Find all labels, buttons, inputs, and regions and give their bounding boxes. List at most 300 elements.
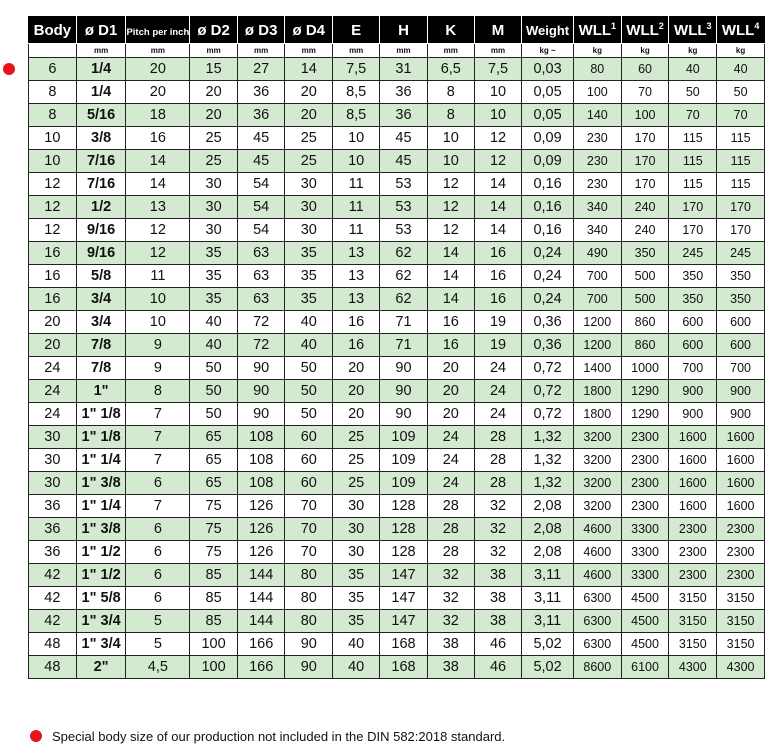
table-cell: 16 [474, 288, 521, 311]
table-cell: 0,05 [522, 81, 574, 104]
table-cell: 36 [380, 104, 427, 127]
table-cell: 1200 [573, 311, 621, 334]
table-cell: 53 [380, 196, 427, 219]
unit-cell: kg [717, 44, 765, 58]
table-cell: 45 [380, 127, 427, 150]
table-row [29, 541, 765, 564]
table-cell: 10 [126, 311, 190, 334]
table-cell: 35 [285, 288, 333, 311]
table-cell: 14 [427, 242, 474, 265]
table-cell: 71 [380, 334, 427, 357]
table-cell: 170 [621, 173, 669, 196]
table-cell: 1290 [621, 403, 669, 426]
unit-cell: mm [380, 44, 427, 58]
table-cell: 600 [717, 311, 765, 334]
table-cell: 170 [669, 196, 717, 219]
table-cell: 36 [237, 81, 285, 104]
table-cell: 14 [126, 173, 190, 196]
table-cell: 25 [190, 127, 238, 150]
table-cell: 4500 [621, 587, 669, 610]
table-cell: 25 [333, 472, 380, 495]
table-cell: 65 [190, 449, 238, 472]
table-cell: 28 [474, 472, 521, 495]
table-cell: 32 [474, 541, 521, 564]
table-cell: 10 [474, 81, 521, 104]
table-cell: 62 [380, 288, 427, 311]
table-cell: 1000 [621, 357, 669, 380]
table-cell: 12 [427, 173, 474, 196]
column-header-text: M [491, 21, 505, 39]
table-cell: 50 [285, 357, 333, 380]
table-cell: 166 [237, 656, 285, 679]
table-cell: 12 [29, 196, 77, 219]
table-cell: 24 [474, 357, 521, 380]
table-row [29, 219, 765, 242]
table-cell: 90 [380, 403, 427, 426]
table-cell: 245 [717, 242, 765, 265]
table-cell: 24 [474, 403, 521, 426]
table-cell: 24 [427, 449, 474, 472]
table-cell: 900 [669, 403, 717, 426]
table-cell: 80 [285, 587, 333, 610]
table-cell: 10 [427, 127, 474, 150]
unit-cell: kg [573, 44, 621, 58]
column-header [717, 17, 765, 44]
table-cell: 16 [333, 334, 380, 357]
table-cell: 9 [126, 334, 190, 357]
table-cell: 115 [669, 150, 717, 173]
table-cell: 109 [380, 426, 427, 449]
table-cell: 700 [717, 357, 765, 380]
column-header [573, 17, 621, 44]
table-cell: 8 [29, 81, 77, 104]
table-cell: 6300 [573, 633, 621, 656]
table-row [29, 127, 765, 150]
table-cell: 2300 [621, 449, 669, 472]
table-cell: 600 [717, 334, 765, 357]
table-cell: 8,5 [333, 81, 380, 104]
table-cell: 4300 [717, 656, 765, 679]
table-cell: 54 [237, 173, 285, 196]
table-cell: 860 [621, 334, 669, 357]
table-cell: 36 [29, 541, 77, 564]
table-cell: 38 [474, 587, 521, 610]
table-cell: 0,24 [522, 288, 574, 311]
column-header-text: ø D4 [292, 21, 326, 39]
table-cell: 14 [427, 265, 474, 288]
table-row [29, 104, 765, 127]
table-cell: 128 [380, 495, 427, 518]
table-cell: 70 [717, 104, 765, 127]
column-header [522, 17, 574, 44]
table-cell: 3150 [669, 610, 717, 633]
table-cell: 30 [285, 196, 333, 219]
table-cell: 8 [29, 104, 77, 127]
column-header-text: ø D1 [84, 21, 118, 39]
units-row [29, 44, 765, 58]
table-cell: 14 [474, 173, 521, 196]
table-cell: 3150 [669, 633, 717, 656]
table-cell: 38 [474, 610, 521, 633]
table-cell: 240 [621, 219, 669, 242]
table-cell: 50 [190, 403, 238, 426]
table-cell: 16 [29, 242, 77, 265]
table-cell: 20 [29, 334, 77, 357]
table-cell: 1" 1/4 [76, 449, 126, 472]
table-cell: 144 [237, 564, 285, 587]
column-header-text: ø D2 [197, 21, 230, 39]
table-cell: 46 [474, 633, 521, 656]
table-cell: 54 [237, 196, 285, 219]
table-cell: 10 [333, 127, 380, 150]
column-header-text: WLL [674, 22, 707, 39]
table-cell: 0,16 [522, 196, 574, 219]
table-cell: 340 [573, 196, 621, 219]
table-cell: 240 [621, 196, 669, 219]
table-cell: 147 [380, 564, 427, 587]
unit-cell: mm [285, 44, 333, 58]
table-cell: 3150 [717, 633, 765, 656]
table-cell: 1" 1/2 [76, 541, 126, 564]
table-cell: 19 [474, 311, 521, 334]
table-cell: 40 [190, 334, 238, 357]
table-cell: 10 [29, 150, 77, 173]
table-cell: 25 [285, 127, 333, 150]
table-cell: 38 [427, 656, 474, 679]
table-cell: 80 [573, 58, 621, 81]
table-cell: 16 [474, 242, 521, 265]
table-cell: 100 [190, 656, 238, 679]
table-body [29, 58, 765, 679]
table-cell: 20 [427, 380, 474, 403]
table-cell: 32 [474, 495, 521, 518]
table-cell: 126 [237, 541, 285, 564]
table-cell: 147 [380, 587, 427, 610]
table-cell: 35 [333, 564, 380, 587]
table-cell: 80 [285, 610, 333, 633]
table-cell: 20 [427, 403, 474, 426]
table-cell: 2300 [717, 518, 765, 541]
table-cell: 63 [237, 288, 285, 311]
table-cell: 13 [333, 265, 380, 288]
unit-cell: mm [190, 44, 238, 58]
table-cell: 3200 [573, 472, 621, 495]
table-cell: 12 [126, 219, 190, 242]
column-header-text: WLL [721, 22, 755, 39]
table-cell: 24 [427, 426, 474, 449]
table-cell: 7 [126, 403, 190, 426]
table-cell: 6 [126, 587, 190, 610]
table-cell: 14 [427, 288, 474, 311]
table-cell: 3300 [621, 541, 669, 564]
table-cell: 3,11 [522, 564, 574, 587]
table-cell: 20 [126, 58, 190, 81]
table-cell: 109 [380, 449, 427, 472]
table-cell: 62 [380, 265, 427, 288]
table-row [29, 242, 765, 265]
table-cell: 108 [237, 449, 285, 472]
table-cell: 115 [717, 173, 765, 196]
table-cell: 11 [333, 219, 380, 242]
table-cell: 70 [285, 495, 333, 518]
table-row [29, 656, 765, 679]
table-cell: 32 [427, 610, 474, 633]
table-row [29, 58, 765, 81]
table-cell: 85 [190, 564, 238, 587]
table-cell: 50 [285, 403, 333, 426]
table-cell: 32 [474, 518, 521, 541]
table-cell: 70 [621, 81, 669, 104]
table-cell: 90 [237, 357, 285, 380]
column-header-text: H [398, 21, 409, 39]
table-cell: 2" [76, 656, 126, 679]
table-cell: 16 [333, 311, 380, 334]
column-header-sup: 1 [611, 21, 617, 31]
table-cell: 108 [237, 426, 285, 449]
table-cell: 18 [126, 104, 190, 127]
table-cell: 128 [380, 518, 427, 541]
table-cell: 8,5 [333, 104, 380, 127]
table-cell: 7/16 [76, 173, 126, 196]
table-cell: 14 [126, 150, 190, 173]
table-cell: 85 [190, 587, 238, 610]
table-cell: 7,5 [333, 58, 380, 81]
table-cell: 20 [333, 357, 380, 380]
table-cell: 53 [380, 173, 427, 196]
table-row [29, 426, 765, 449]
table-cell: 27 [237, 58, 285, 81]
table-cell: 1,32 [522, 449, 574, 472]
table-cell: 28 [427, 495, 474, 518]
table-cell: 28 [427, 518, 474, 541]
column-header-text: K [445, 21, 457, 39]
table-cell: 48 [29, 633, 77, 656]
table-cell: 12 [29, 173, 77, 196]
table-cell: 42 [29, 587, 77, 610]
table-cell: 2,08 [522, 518, 574, 541]
table-cell: 10 [29, 127, 77, 150]
table-cell: 50 [717, 81, 765, 104]
table-cell: 166 [237, 633, 285, 656]
table-cell: 350 [621, 242, 669, 265]
table-cell: 1600 [717, 495, 765, 518]
table-cell: 170 [669, 219, 717, 242]
table-row [29, 633, 765, 656]
unit-cell [29, 44, 77, 58]
table-cell: 0,03 [522, 58, 574, 81]
table-row [29, 472, 765, 495]
table-cell: 30 [29, 426, 77, 449]
table-cell: 14 [474, 219, 521, 242]
table-cell: 35 [285, 242, 333, 265]
table-row [29, 265, 765, 288]
table-cell: 3/4 [76, 288, 126, 311]
table-cell: 4600 [573, 564, 621, 587]
column-header [427, 17, 474, 44]
table-cell: 230 [573, 127, 621, 150]
table-cell: 2300 [669, 518, 717, 541]
table-cell: 16 [29, 265, 77, 288]
table-cell: 35 [333, 610, 380, 633]
column-header-text: E [351, 21, 362, 39]
table-cell: 4500 [621, 633, 669, 656]
table-cell: 2,08 [522, 541, 574, 564]
column-header [126, 17, 190, 44]
table-cell: 126 [237, 518, 285, 541]
table-cell: 1/4 [76, 58, 126, 81]
table-cell: 20 [285, 81, 333, 104]
table-cell: 75 [190, 518, 238, 541]
table-cell: 10 [126, 288, 190, 311]
table-cell: 35 [333, 587, 380, 610]
table-cell: 500 [621, 265, 669, 288]
table-cell: 7 [126, 449, 190, 472]
table-cell: 45 [237, 150, 285, 173]
table-cell: 0,24 [522, 242, 574, 265]
footnote-text: Special body size of our production not included in the DIN 582:2018 standard. [52, 729, 506, 744]
table-cell: 8 [427, 104, 474, 127]
table-cell: 860 [621, 311, 669, 334]
unit-cell: mm [76, 44, 126, 58]
column-header-text: WLL [578, 22, 612, 39]
table-cell: 1" 1/2 [76, 564, 126, 587]
table-cell: 10 [474, 104, 521, 127]
column-header [333, 17, 380, 44]
table-cell: 230 [573, 150, 621, 173]
table-cell: 30 [333, 495, 380, 518]
column-header-sup: 4 [754, 21, 760, 31]
spec-table-container [28, 16, 765, 679]
table-cell: 115 [669, 127, 717, 150]
table-cell: 3150 [717, 610, 765, 633]
column-header [380, 17, 427, 44]
table-cell: 126 [237, 495, 285, 518]
table-cell: 11 [126, 265, 190, 288]
table-cell: 16 [126, 127, 190, 150]
table-cell: 7/8 [76, 334, 126, 357]
table-cell: 16 [427, 311, 474, 334]
table-cell: 20 [126, 81, 190, 104]
table-cell: 40 [333, 656, 380, 679]
table-cell: 30 [190, 196, 238, 219]
table-cell: 72 [237, 311, 285, 334]
table-cell: 3200 [573, 449, 621, 472]
table-cell: 25 [333, 426, 380, 449]
table-cell: 3300 [621, 518, 669, 541]
table-cell: 35 [190, 242, 238, 265]
column-header [190, 17, 238, 44]
table-cell: 900 [717, 380, 765, 403]
table-cell: 50 [190, 380, 238, 403]
table-cell: 5,02 [522, 633, 574, 656]
table-cell: 53 [380, 219, 427, 242]
table-cell: 24 [29, 357, 77, 380]
table-cell: 230 [573, 173, 621, 196]
table-cell: 50 [190, 357, 238, 380]
table-cell: 90 [380, 357, 427, 380]
table-cell: 2300 [621, 495, 669, 518]
table-cell: 600 [669, 311, 717, 334]
table-cell: 62 [380, 242, 427, 265]
table-cell: 4,5 [126, 656, 190, 679]
table-cell: 70 [285, 518, 333, 541]
table-cell: 60 [285, 426, 333, 449]
table-cell: 28 [474, 449, 521, 472]
table-cell: 3,11 [522, 610, 574, 633]
table-cell: 3/4 [76, 311, 126, 334]
table-cell: 1600 [717, 449, 765, 472]
table-cell: 90 [285, 656, 333, 679]
table-cell: 20 [333, 403, 380, 426]
table-cell: 48 [29, 656, 77, 679]
table-cell: 90 [237, 380, 285, 403]
table-cell: 245 [669, 242, 717, 265]
table-cell: 11 [333, 196, 380, 219]
table-cell: 11 [333, 173, 380, 196]
table-cell: 1" [76, 380, 126, 403]
table-cell: 6300 [573, 610, 621, 633]
footnote-marker-icon [30, 730, 42, 742]
column-header [76, 17, 126, 44]
table-cell: 16 [474, 265, 521, 288]
table-row [29, 357, 765, 380]
table-cell: 45 [380, 150, 427, 173]
table-cell: 6 [126, 518, 190, 541]
table-cell: 168 [380, 633, 427, 656]
table-cell: 5,02 [522, 656, 574, 679]
table-cell: 0,16 [522, 173, 574, 196]
column-header [474, 17, 521, 44]
table-cell: 40 [190, 311, 238, 334]
table-cell: 170 [621, 127, 669, 150]
table-cell: 6300 [573, 587, 621, 610]
table-cell: 36 [29, 495, 77, 518]
table-cell: 4600 [573, 518, 621, 541]
table-cell: 6,5 [427, 58, 474, 81]
table-row [29, 495, 765, 518]
column-header [669, 17, 717, 44]
column-header-text: WLL [626, 22, 659, 39]
table-cell: 1,32 [522, 472, 574, 495]
table-cell: 38 [427, 633, 474, 656]
table-cell: 2300 [621, 426, 669, 449]
header-row [29, 17, 765, 44]
table-cell: 63 [237, 242, 285, 265]
table-cell: 3200 [573, 426, 621, 449]
table-cell: 1600 [669, 426, 717, 449]
table-row [29, 196, 765, 219]
column-header-text: Body [33, 21, 72, 39]
table-cell: 30 [29, 472, 77, 495]
table-cell: 36 [29, 518, 77, 541]
table-cell: 85 [190, 610, 238, 633]
table-cell: 144 [237, 587, 285, 610]
table-row [29, 334, 765, 357]
table-cell: 100 [621, 104, 669, 127]
table-cell: 170 [621, 150, 669, 173]
table-cell: 128 [380, 541, 427, 564]
table-cell: 12 [474, 150, 521, 173]
table-cell: 900 [717, 403, 765, 426]
unit-cell: mm [126, 44, 190, 58]
table-cell: 5/8 [76, 265, 126, 288]
table-cell: 900 [669, 380, 717, 403]
table-cell: 170 [717, 196, 765, 219]
table-cell: 9 [126, 357, 190, 380]
table-cell: 45 [237, 127, 285, 150]
table-cell: 6100 [621, 656, 669, 679]
table-cell: 0,16 [522, 219, 574, 242]
